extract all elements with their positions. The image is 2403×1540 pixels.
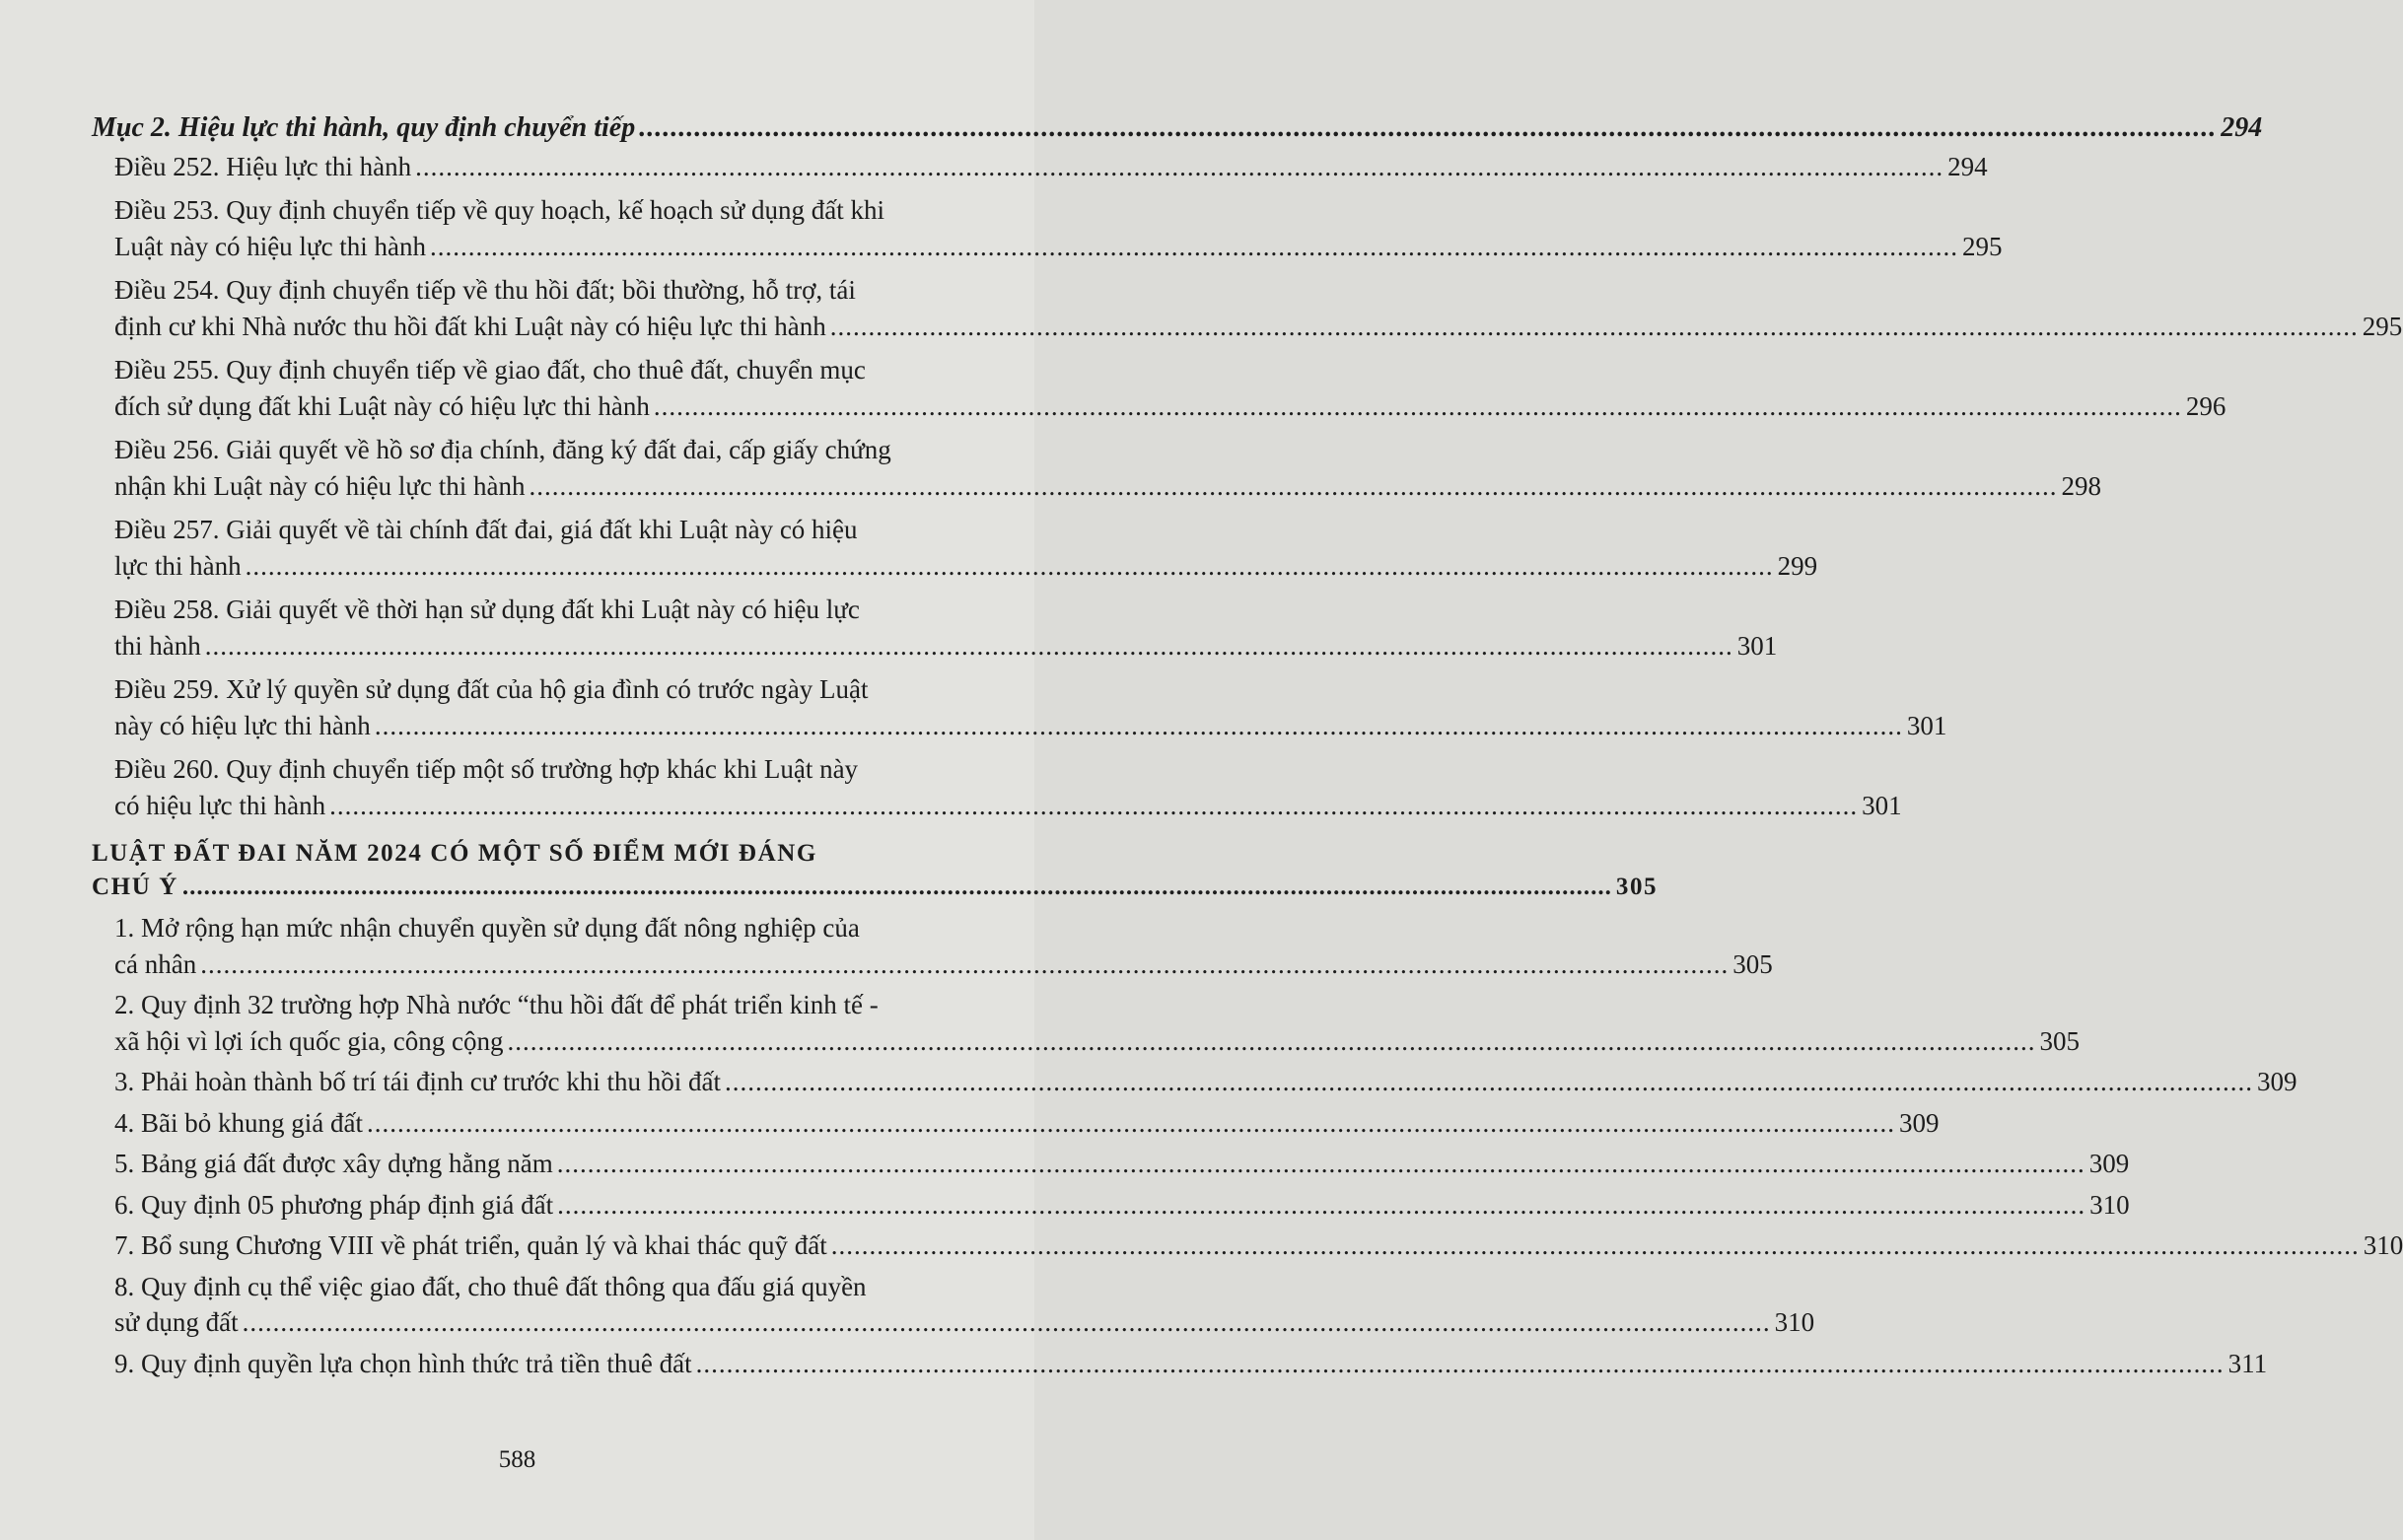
toc-point-page-number: 310 <box>1774 1307 1815 1337</box>
dot-leader: ........................................................................................................................................................................................................ <box>639 112 2218 143</box>
toc-article-title-last-line: Điều 252. Hiệu lực thi hành <box>114 151 412 181</box>
dot-leader: ........................................................................................................................................................................................................ <box>830 1230 2360 1260</box>
toc-point-page-number: 305 <box>1732 948 1773 979</box>
toc-article-title-line: Điều 257. Giải quyết về tài chính đất đai, giá đất khi Luật này có hiệu <box>114 515 858 544</box>
toc-article-entry[interactable] <box>92 149 1988 185</box>
dot-leader: ........................................................................................................................................................................................................ <box>242 1307 1771 1337</box>
toc-point-page-number: 310 <box>2363 1230 2403 1260</box>
toc-point-entry[interactable] <box>92 1187 2130 1224</box>
article-list <box>92 149 2403 824</box>
page-number-footer: 588 <box>498 1446 536 1473</box>
dot-leader: ........................................................................................................................................................................................................ <box>829 311 2359 341</box>
heading-page-number: 305 <box>1615 874 1659 900</box>
toc-point-title-last-line: 3. Phải hoàn thành bố trí tái định cư trước khi thu hồi đất <box>114 1067 721 1096</box>
toc-article-title-last-line: này có hiệu lực thi hành <box>114 710 371 740</box>
toc-article-entry[interactable] <box>92 272 2403 344</box>
toc-article-title-line: Điều 254. Quy định chuyển tiếp về thu hồi đất; bồi thường, hỗ trợ, tái <box>114 275 856 305</box>
toc-article-title-last-line: Luật này có hiệu lực thi hành <box>114 231 427 261</box>
toc-point-title-line: 2. Quy định 32 trường hợp Nhà nước “thu hồi đất để phát triển kinh tế - <box>114 990 879 1019</box>
toc-point-page-number: 311 <box>2227 1348 2268 1378</box>
toc-article-page-number: 301 <box>1906 710 1947 740</box>
dot-leader: ........................................................................................................................................................................................................ <box>181 874 1612 900</box>
dot-leader: ........................................................................................................................................................................................................ <box>557 1189 2086 1220</box>
toc-point-title-last-line: sử dụng đất <box>114 1307 239 1337</box>
toc-article-page-number: 301 <box>1736 630 1778 661</box>
toc-article-entry[interactable] <box>92 671 1947 743</box>
toc-point-entry[interactable] <box>92 1064 2297 1100</box>
toc-article-title-last-line: nhận khi Luật này có hiệu lực thi hành <box>114 470 526 501</box>
dot-leader: ........................................................................................................................................................................................................ <box>653 390 2182 421</box>
toc-article-page-number: 298 <box>2061 470 2102 501</box>
heading-line-2: CHÚ Ý <box>92 874 178 900</box>
toc-article-page-number: 296 <box>2185 390 2226 421</box>
toc-article-title-last-line: có hiệu lực thi hành <box>114 790 326 820</box>
dot-leader: ........................................................................................................................................................................................................ <box>724 1067 2253 1096</box>
toc-point-entry[interactable] <box>92 910 1773 982</box>
dot-leader: ........................................................................................................................................................................................................ <box>366 1107 1895 1138</box>
toc-point-page-number: 309 <box>2256 1067 2297 1096</box>
dot-leader: ........................................................................................................................................................................................................ <box>374 710 1903 740</box>
toc-article-title-line: Điều 255. Quy định chuyển tiếp về giao đất, cho thuê đất, chuyển mục <box>114 355 866 385</box>
toc-article-title-last-line: đích sử dụng đất khi Luật này có hiệu lực thi hành <box>114 390 650 421</box>
toc-article-title-line: Điều 259. Xử lý quyền sử dụng đất của hộ gia đình có trước ngày Luật <box>114 674 869 704</box>
toc-point-title-last-line: cá nhân <box>114 948 197 979</box>
dot-leader: ........................................................................................................................................................................................................ <box>204 630 1733 661</box>
toc-article-entry[interactable] <box>92 592 1778 664</box>
toc-point-page-number: 305 <box>2039 1025 2080 1056</box>
section-title: Mục 2. Hiệu lực thi hành, quy định chuyển tiếp <box>92 112 636 143</box>
toc-point-page-number: 309 <box>1898 1107 1940 1138</box>
dot-leader: ........................................................................................................................................................................................................ <box>556 1149 2085 1178</box>
toc-heading-entry[interactable] <box>92 837 1659 904</box>
toc-article-page-number: 301 <box>1862 790 1902 820</box>
toc-point-entry[interactable] <box>92 1269 1815 1341</box>
toc-point-title-line: 1. Mở rộng hạn mức nhận chuyển quyền sử dụng đất nông nghiệp của <box>114 913 860 943</box>
dot-leader: ........................................................................................................................................................................................................ <box>430 231 1959 261</box>
toc-point-title-line: 8. Quy định cụ thể việc giao đất, cho thuê đất thông qua đấu giá quyền <box>114 1271 867 1301</box>
toc-section-entry[interactable] <box>92 110 2263 147</box>
dot-leader: ........................................................................................................................................................................................................ <box>200 948 1730 979</box>
heading-line-1: LUẬT ĐẤT ĐAI NĂM 2024 CÓ MỘT SỐ ĐIỂM MỚI ĐÁNG <box>92 840 817 867</box>
toc-article-title-line: Điều 253. Quy định chuyển tiếp về quy hoạch, kế hoạch sử dụng đất khi <box>114 195 884 225</box>
toc-point-page-number: 309 <box>2088 1149 2130 1178</box>
new-points-list <box>92 910 2403 1381</box>
toc-point-title-last-line: 5. Bảng giá đất được xây dựng hằng năm <box>114 1149 553 1178</box>
dot-leader: ........................................................................................................................................................................................................ <box>507 1025 2036 1056</box>
toc-point-page-number: 310 <box>2089 1189 2130 1220</box>
toc-article-entry[interactable] <box>92 432 2102 504</box>
toc-article-title-last-line: định cư khi Nhà nước thu hồi đất khi Luật này có hiệu lực thi hành <box>114 311 826 341</box>
toc-point-entry[interactable] <box>92 1227 2403 1264</box>
toc-point-title-last-line: xã hội vì lợi ích quốc gia, công cộng <box>114 1025 504 1056</box>
toc-point-entry[interactable] <box>92 987 2080 1059</box>
toc-article-page-number: 295 <box>1962 231 2003 261</box>
toc-article-entry[interactable] <box>92 512 1818 584</box>
toc-article-title-line: Điều 260. Quy định chuyển tiếp một số trường hợp khác khi Luật này <box>114 754 859 784</box>
toc-article-title-line: Điều 256. Giải quyết về hồ sơ địa chính, đăng ký đất đai, cấp giấy chứng <box>114 435 891 464</box>
toc-point-title-last-line: 6. Quy định 05 phương pháp định giá đất <box>114 1189 554 1220</box>
section-page-number: 294 <box>2221 112 2263 143</box>
toc-article-page-number: 294 <box>1947 151 1988 181</box>
toc-article-page-number: 299 <box>1777 550 1818 581</box>
toc-article-page-number: 295 <box>2362 311 2403 341</box>
toc-article-entry[interactable] <box>92 751 1902 823</box>
dot-leader: ........................................................................................................................................................................................................ <box>245 550 1774 581</box>
toc-point-title-last-line: 7. Bổ sung Chương VIII về phát triển, quản lý và khai thác quỹ đất <box>114 1230 827 1260</box>
toc-article-title-last-line: lực thi hành <box>114 550 242 581</box>
table-of-contents <box>92 110 2403 1386</box>
toc-article-entry[interactable] <box>92 192 2003 264</box>
toc-article-title-line: Điều 258. Giải quyết về thời hạn sử dụng đất khi Luật này có hiệu lực <box>114 595 860 624</box>
toc-article-entry[interactable] <box>92 352 2226 424</box>
toc-point-entry[interactable] <box>92 1346 2268 1382</box>
toc-point-entry[interactable] <box>92 1105 1940 1142</box>
toc-point-entry[interactable] <box>92 1146 2130 1182</box>
toc-point-title-last-line: 4. Bãi bỏ khung giá đất <box>114 1107 363 1138</box>
toc-article-title-last-line: thi hành <box>114 630 201 661</box>
toc-point-title-last-line: 9. Quy định quyền lựa chọn hình thức trả tiền thuê đất <box>114 1348 692 1378</box>
dot-leader: ........................................................................................................................................................................................................ <box>529 470 2058 501</box>
dot-leader: ........................................................................................................................................................................................................ <box>329 790 1859 820</box>
dot-leader: ........................................................................................................................................................................................................ <box>695 1348 2225 1378</box>
dot-leader: ........................................................................................................................................................................................................ <box>415 151 1944 181</box>
